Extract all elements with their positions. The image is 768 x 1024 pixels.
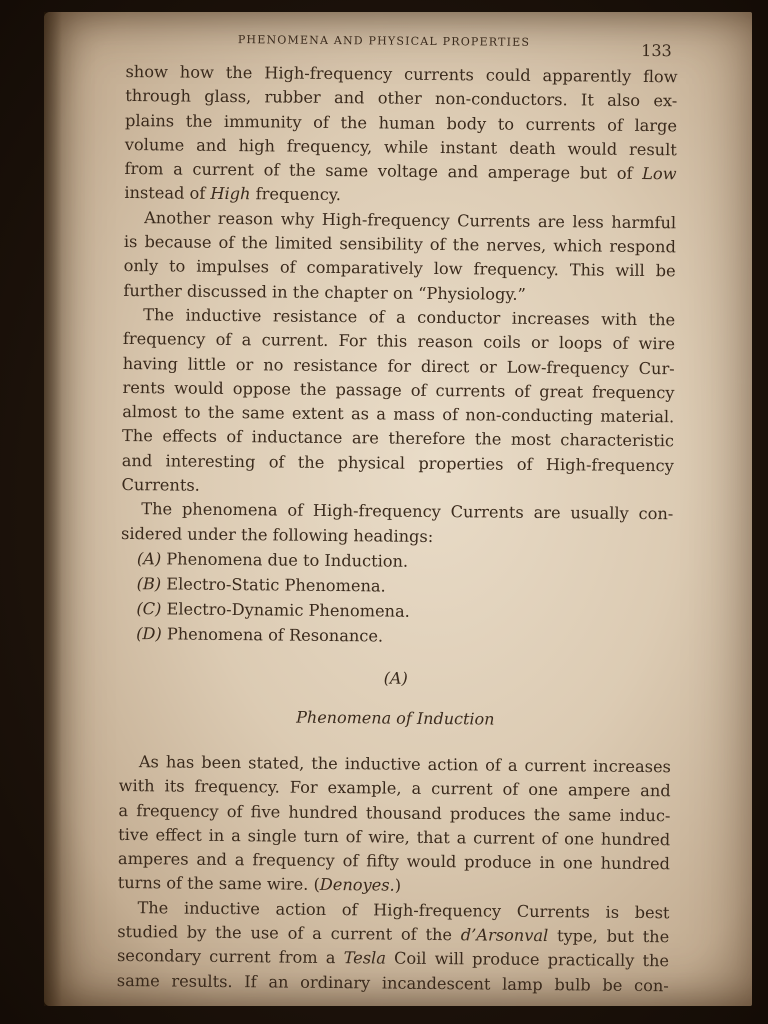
text-line: The inductive action of High-frequency Currents is best <box>137 897 670 922</box>
text-line: The phenomena of High-frequency Currents are usually con- <box>141 499 674 524</box>
text-run: secondary current from a <box>116 946 344 968</box>
text-line: further discussed in the chapter on “Physiology.” <box>123 280 526 304</box>
text-line: show how the High-frequency currents could apparently flow <box>125 61 678 87</box>
text-run: instead of <box>124 183 211 204</box>
text-line: through glass, rubber and other non-conductors. It also ex- <box>125 86 678 111</box>
paragraph-4 <box>121 497 673 551</box>
text-line: same results. If an ordinary incandescent lamp bulb be con- <box>116 970 669 995</box>
text-line: a frequency of five hundred thousand produces the same induc- <box>118 800 671 825</box>
paragraph-3 <box>121 303 675 503</box>
text-line: sidered under the following headings: <box>121 523 434 546</box>
page-gutter-shadow <box>44 12 62 1006</box>
text-run: ) <box>394 876 402 896</box>
list-letter: (C) <box>136 599 162 619</box>
emphasis-darsonval: d’Arsonval <box>460 925 549 946</box>
text-line: The effects of inductance are therefore the most characteristic <box>121 426 675 451</box>
headings-list <box>120 546 673 651</box>
list-text: Phenomena of Resonance. <box>161 624 384 646</box>
text-run: frequency. <box>250 184 342 205</box>
section-title: Phenomena of Induction <box>296 707 495 729</box>
paragraph-5 <box>118 750 671 901</box>
text-line: and interesting of the physical properties of High-frequency <box>121 450 674 476</box>
paragraph-6 <box>117 896 670 998</box>
text-line: only to impulses of comparatively low frequency. This will be <box>123 256 676 281</box>
text-line: rents would oppose the passage of currents of great frequency <box>122 377 675 403</box>
text-line: with its frequency. For example, a current of one ampere and <box>118 776 671 801</box>
text-line: volume and high frequency, while instant death would result <box>124 134 677 160</box>
section-marker <box>120 666 672 697</box>
text-line: having little or no resistance for direct or Low-frequency Cur- <box>122 353 675 378</box>
list-letter: (D) <box>136 624 162 644</box>
paragraph-1 <box>124 60 677 211</box>
emphasis-low: Low <box>642 164 677 184</box>
text-line: As has been stated, the inductive action of a current increases <box>138 752 671 777</box>
text-line: Another reason why High-frequency Currents are less harmful <box>144 207 677 233</box>
text-line: plains the immunity of the human body to currents of large <box>124 110 678 135</box>
list-letter: (A) <box>136 549 162 569</box>
text-line: tive effect in a single turn of wire, that a current of one hundred <box>118 824 671 850</box>
list-text: Electro-Static Phenomena. <box>161 574 386 596</box>
text-line: almost to the same extent as a mass of non-conducting material. <box>122 402 675 427</box>
section-letter: (A) <box>383 668 408 688</box>
text-run: from a current of the same voltage and amperage but of <box>124 159 643 184</box>
text-line: amperes and a frequency of fifty would produce in one hundred <box>117 849 671 874</box>
list-text: Electro-Dynamic Phenomena. <box>161 599 410 621</box>
text-run: Coil will produce practically the <box>385 948 670 971</box>
text-run: type, but the <box>548 926 670 947</box>
page-content <box>117 24 678 998</box>
emphasis-tesla: Tesla <box>343 948 386 968</box>
paragraph-2 <box>123 206 676 308</box>
emphasis-denoyes: Denoyes. <box>319 875 395 896</box>
emphasis-high: High <box>210 184 251 204</box>
list-text: Phenomena due to Induction. <box>161 549 409 571</box>
list-item <box>136 621 672 651</box>
list-letter: (B) <box>136 574 162 594</box>
text-line: Currents. <box>121 475 200 495</box>
text-run: turns of the same wire. ( <box>117 873 320 895</box>
text-line: frequency of a current. For this reason coils or loops of wire <box>122 329 676 354</box>
text-line: is because of the limited sensibility of the nerves, which respond <box>123 232 676 257</box>
page-number: 133 <box>641 40 672 61</box>
page-header <box>126 24 678 65</box>
running-head: PHENOMENA AND PHYSICAL PROPERTIES <box>237 33 531 49</box>
text-line: The inductive resistance of a conductor increases with the <box>143 305 676 330</box>
text-run: studied by the use of a current of the <box>117 921 461 945</box>
